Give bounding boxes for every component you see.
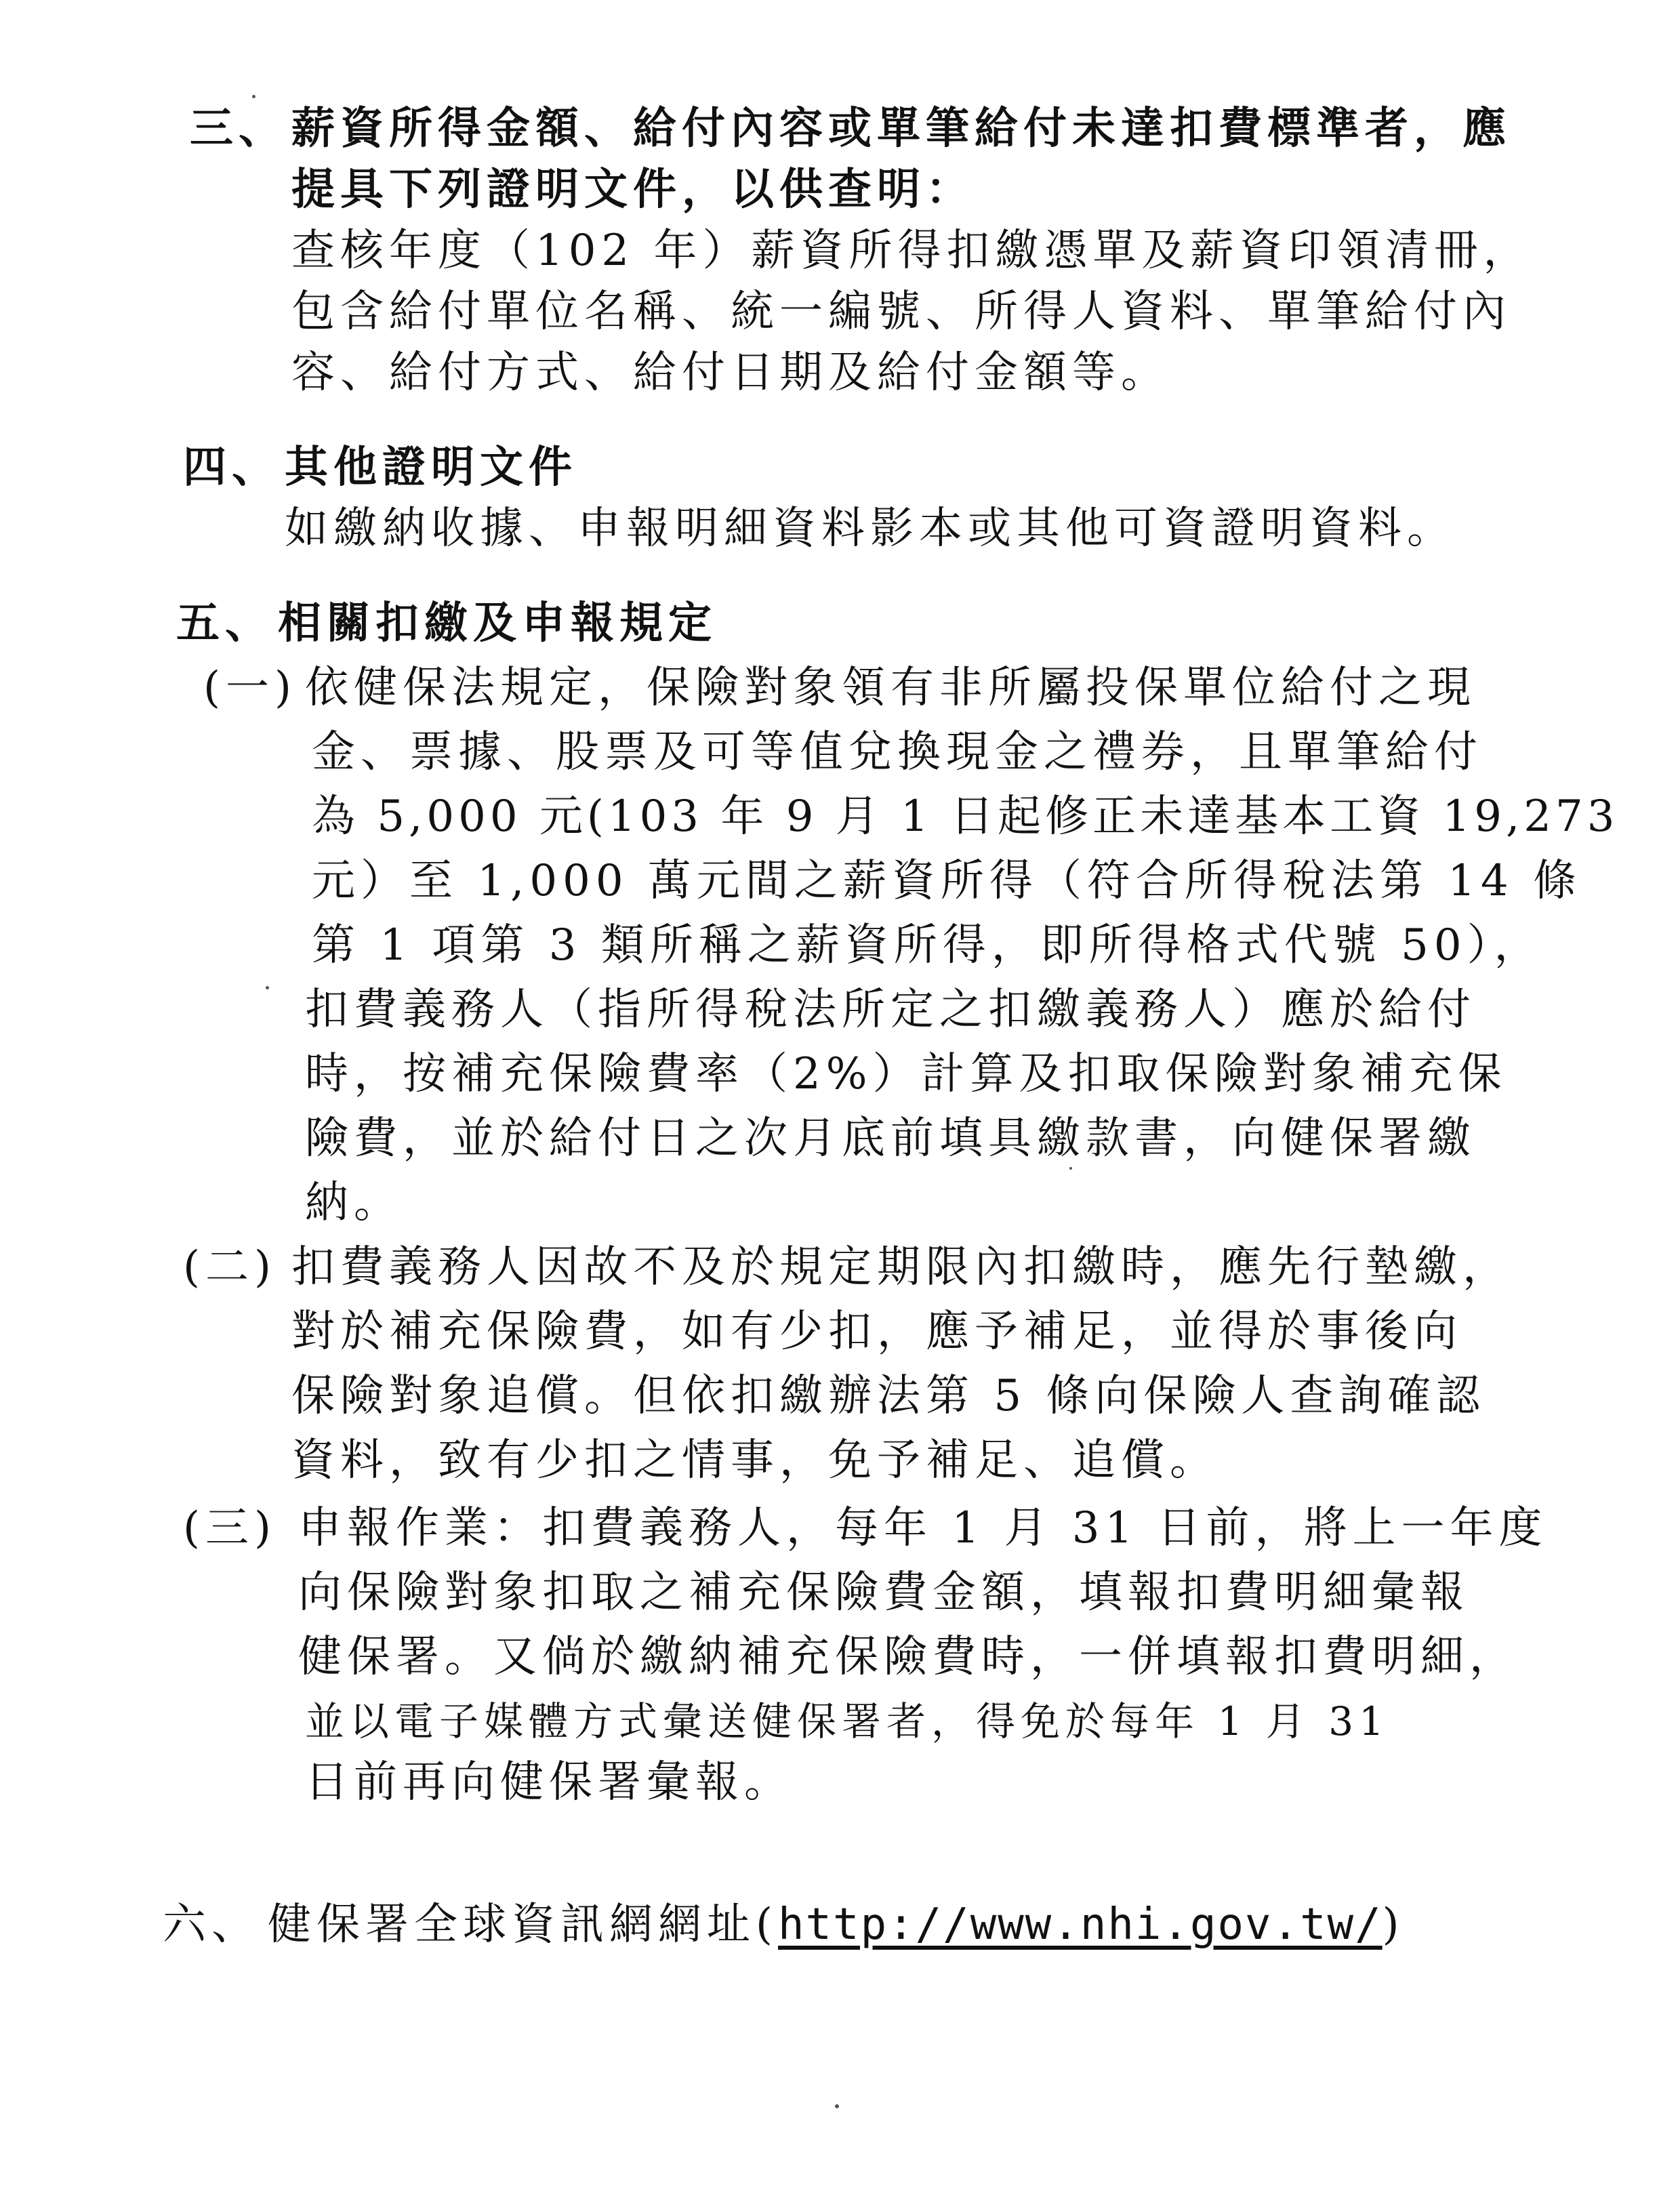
item1-line: 納。 (305, 1178, 403, 1228)
section5-title: 相關扣繳及申報規定 (278, 598, 717, 649)
item3-line: 健保署。又倘於繳納補充保險費時，一併填報扣費明細， (298, 1632, 1518, 1682)
section4-number: 四、 (183, 442, 281, 493)
section3-number: 三、 (190, 103, 287, 154)
item1-line: 第 1 項第 3 類所稱之薪資所得，即所得格式代號 50）， (312, 920, 1543, 970)
section6-line (268, 1898, 1405, 1952)
section4-body: 如繳納收據、申報明細資料影本或其他可資證明資料。 (285, 504, 1456, 554)
scan-speck (1069, 1167, 1072, 1170)
scan-speck (252, 95, 255, 98)
item1-line: 依健保法規定，保險對象領有非所屬投保單位給付之現 (305, 663, 1476, 713)
section6-label: 健保署全球資訊網網址( (268, 1900, 778, 1950)
section4-title: 其他證明文件 (285, 442, 577, 493)
item1-line: 金、票據、股票及可等值兌換現金之禮券，且單筆給付 (312, 727, 1483, 777)
item3-line: 並以電子媒體方式彙送健保署者，得免於每年 1 月 31 (305, 1698, 1390, 1744)
item2-line: 資料，致有少扣之情事，免予補足、追償。 (291, 1435, 1218, 1486)
item3-line: 向保險對象扣取之補充保險費金額，填報扣費明細彙報 (298, 1568, 1469, 1618)
section3-line: 提具下列證明文件，以供查明： (291, 164, 975, 215)
section3-line: 容、給付方式、給付日期及給付金額等。 (291, 348, 1170, 398)
section5-number: 五、 (176, 598, 274, 649)
item1-line: 時，按補充保險費率（2%）計算及扣取保險對象補充保 (305, 1049, 1507, 1099)
section3-line: 查核年度（102 年）薪資所得扣繳憑單及薪資印領清冊， (291, 226, 1532, 276)
item1-marker: (一) (203, 663, 297, 713)
item3-marker: (三) (183, 1503, 276, 1553)
scan-speck (835, 2104, 839, 2108)
item1-line: 元）至 1,000 萬元間之薪資所得（符合所得稅法第 14 條 (312, 856, 1582, 906)
item2-line: 對於補充保險費，如有少扣，應予補足，並得於事後向 (291, 1307, 1462, 1357)
section6-number: 六、 (163, 1900, 260, 1950)
item2-marker: (二) (183, 1242, 276, 1292)
item1-line: 險費，並於給付日之次月底前填具繳款書，向健保署繳 (305, 1113, 1476, 1164)
section6-close: ) (1382, 1900, 1405, 1950)
section3-line: 薪資所得金額、給付內容或單筆給付未達扣費標準者，應 (291, 103, 1511, 154)
website-link[interactable]: http://www.nhi.gov.tw/ (777, 1900, 1382, 1950)
item1-line: 為 5,000 元(103 年 9 月 1 日起修正未達基本工資 19,273 (312, 792, 1619, 842)
item2-line: 扣費義務人因故不及於規定期限內扣繳時，應先行墊繳， (291, 1242, 1511, 1292)
item1-line: 扣費義務人（指所得稅法所定之扣繳義務人）應於給付 (305, 985, 1476, 1035)
section3-line: 包含給付單位名稱、統一編號、所得人資料、單筆給付內 (291, 287, 1511, 337)
scan-speck (266, 986, 269, 989)
item3-line: 日前再向健保署彙報。 (305, 1757, 793, 1807)
item3-line: 申報作業：扣費義務人，每年 1 月 31 日前，將上一年度 (298, 1503, 1548, 1553)
item2-line: 保險對象追償。但依扣繳辦法第 5 條向保險人查詢確認 (291, 1371, 1486, 1421)
